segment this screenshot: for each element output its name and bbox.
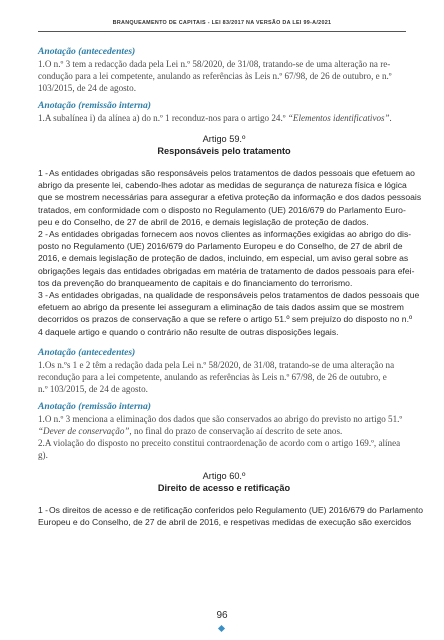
header-rule bbox=[38, 31, 406, 32]
annotation-line: 2.A violação do disposto no preceito constitui contraordenação de acordo com o artigo 169.º, alínea bbox=[38, 437, 401, 448]
annotation-line: 103/2015, de 24 de agosto. bbox=[38, 83, 136, 93]
article-paragraph-line: efetuem ao abrigo da presente lei asseguram a eliminação de tais dados assim que se mostrem bbox=[38, 302, 404, 313]
paragraph-text: As entidades obrigadas, na qualidade de responsáveis pelos tratamentos de dados pessoais que bbox=[49, 290, 420, 301]
article-paragraph-line bbox=[38, 228, 410, 240]
paragraph-text: As entidades obrigadas são responsáveis pelos tratamentos de dados pessoais que efetuem ao bbox=[49, 168, 415, 178]
annotation-line: 1.O n.º 3 menciona a eliminação dos dados que são conservados ao abrigo do previsto no artigo 51.º bbox=[38, 413, 403, 424]
paragraph-label: 2 - bbox=[38, 229, 49, 240]
annotation-text: , no final do prazo de conservação aí descrito de sete anos. bbox=[129, 425, 343, 436]
article-paragraph-line: abrigo da presente lei, cabendo-lhes adotar as medidas de segurança de natureza física e lógica bbox=[38, 180, 407, 191]
article-paragraph-line bbox=[38, 289, 420, 301]
article-paragraph-line: que se mostrem necessárias para assegurar a efetiva proteção da informação e dos dados pessoais bbox=[38, 192, 422, 203]
paragraph-label: 1 - bbox=[38, 168, 49, 178]
annotation-heading: Anotação (antecedentes) bbox=[38, 46, 136, 57]
annotation-heading: Anotação (antecedentes) bbox=[38, 346, 136, 358]
annotation-heading: Anotação (remissão interna) bbox=[38, 100, 152, 111]
diamond-ornament-icon bbox=[218, 625, 225, 632]
article-title: Responsáveis pelo tratamento bbox=[157, 146, 291, 156]
paragraph-text: As entidades obrigadas fornecem aos novos clientes as informações exigidas ao abrigo do dis- bbox=[49, 229, 412, 240]
article-paragraph-line: Europeu e do Conselho, de 27 de abril de 2016, e respetivas medidas de execução são exercidos bbox=[38, 517, 412, 528]
annotation-line: g). bbox=[38, 449, 48, 460]
article-paragraph-line: tratados, em conformidade com o disposto no Regulamento (UE) 2016/679 do Parlamento Euro- bbox=[38, 204, 406, 215]
annotation-line: n.º 103/2015, de 24 de agosto. bbox=[38, 383, 148, 394]
paragraph-label: 1 - bbox=[38, 504, 49, 515]
article-paragraph-line bbox=[38, 167, 415, 179]
annotation-line bbox=[38, 425, 410, 437]
article-paragraph-line: 4 daquele artigo e quando o contrário não resulte de outras disposições legais. bbox=[38, 326, 339, 337]
annotation-text: 1.A subalínea i) da alínea a) do n.º 1 reconduz-nos para o artigo 24.º bbox=[38, 113, 288, 123]
article-paragraph-line: 2016, e demais legislação de proteção de dados, incluindo, em especial, um aviso geral sobre as bbox=[38, 253, 409, 264]
article-paragraph-line bbox=[38, 504, 424, 516]
annotation-heading: Anotação (remissão interna) bbox=[38, 400, 152, 412]
article-paragraph-line: peu e do Conselho, de 27 de abril de 2016, e demais legislação de proteção de dados. bbox=[38, 216, 369, 227]
annotation-line: 1.O n.º 3 tem a redacção dada pela Lei n.º 58/2020, de 31/08, tratando-se de uma alteração na re- bbox=[38, 59, 391, 69]
annotation-italic-text: “Elementos identificativos”. bbox=[287, 113, 392, 123]
article-number: Artigo 60.º bbox=[202, 470, 246, 481]
annotation-line: recondução para a lei competente, anulando as referências às Leis n.º 67/98, de 26 de outubro, e bbox=[38, 371, 387, 382]
annotation-line: 1.Os n.ºs 1 e 2 têm a redação dada pela Lei n.º 58/2020, de 31/08, tratando-se de uma alteração na bbox=[38, 359, 395, 370]
article-paragraph-line: obrigações legais das entidades obrigadas em matéria de tratamento de dados pessoais para efei- bbox=[38, 265, 415, 276]
paragraph-text: Os direitos de acesso e de retificação conferidos pelo Regulamento (UE) 2016/679 do Parlamento bbox=[49, 504, 424, 515]
annotation-italic-text: “Dever de conservação” bbox=[38, 425, 130, 436]
article-paragraph-line: decorridos os prazos de conservação a que se refere o artigo 51.º sem prejuízo do disposto no n.º bbox=[38, 314, 413, 325]
article-paragraph-line: tos da prevenção do branqueamento de capitais e do financiamento do terrorismo. bbox=[38, 277, 353, 288]
annotation-line: condução para a lei competente, anulando as referências às Leis n.º 67/98, de 26 de outubro, e n.º bbox=[38, 71, 392, 81]
article-paragraph-line: posto no Regulamento (UE) 2016/679 do Parlamento Europeu e do Conselho, de 27 de abril de bbox=[38, 241, 403, 252]
page-number: 96 bbox=[216, 610, 228, 621]
article-title: Direito de acesso e retificação bbox=[157, 482, 291, 493]
annotation-line bbox=[38, 112, 410, 124]
running-header: BRANQUEAMENTO DE CAPITAIS - LEI 83/2017 NA VERSÃO DA LEI 99-A/2021 bbox=[112, 20, 332, 26]
paragraph-label: 3 - bbox=[38, 290, 49, 301]
page-content bbox=[38, 46, 424, 528]
article-number: Artigo 59.º bbox=[202, 134, 246, 144]
